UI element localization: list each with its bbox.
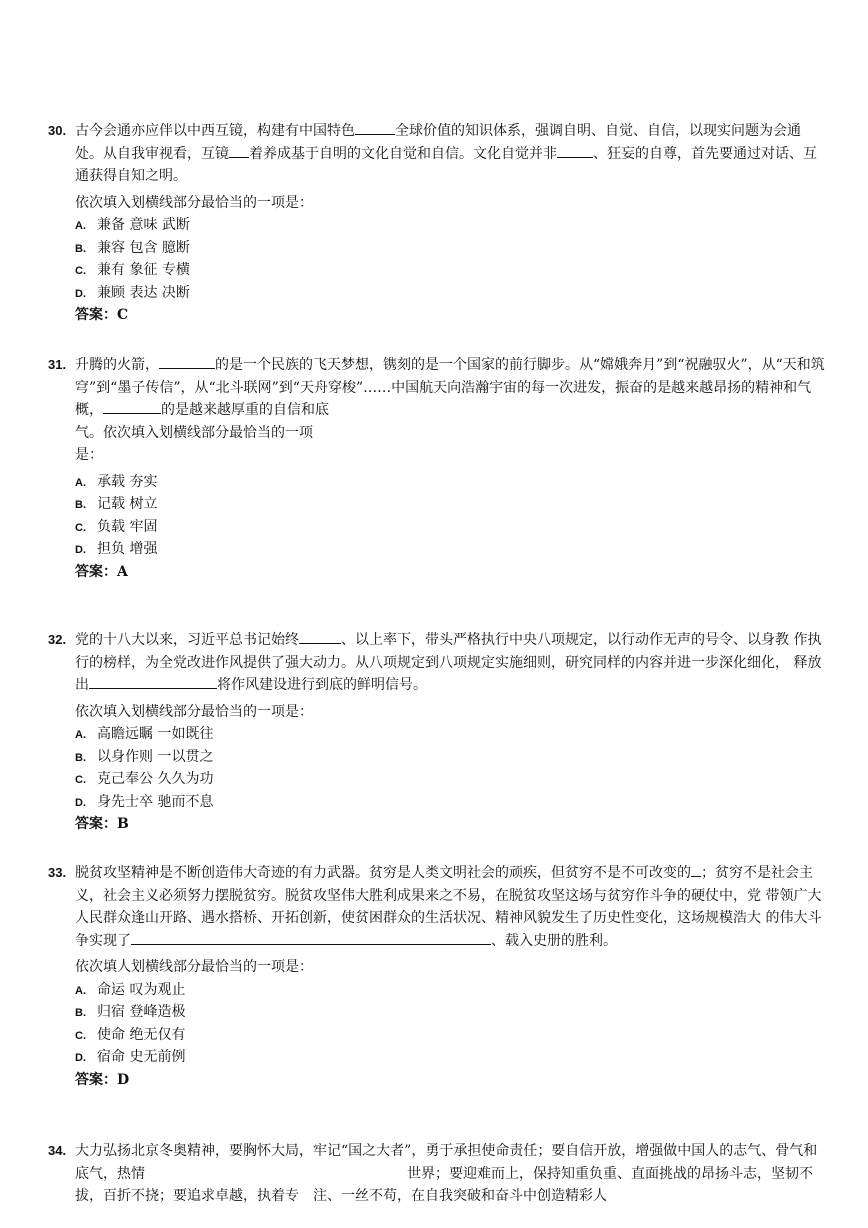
- answer-line: 答案：B: [75, 816, 129, 832]
- question-stem: 党的十八大以来，习近平总书记始终 、以上率下，带头严格执行中央八项规定，以行动作无声的号令、以身教 作执行的榜样，为全党改进作风提供了强大动力。从八项规定到八项规定实施细则，研究同样的内容并进一步深化细化， 释放出 将作风建设进行到底的鲜明信号。: [75, 629, 828, 697]
- option-c: C. 使命 绝无仅有: [75, 1026, 186, 1043]
- question-number: 31.: [48, 357, 67, 372]
- option-b: B. 归宿 登峰造极: [75, 1004, 186, 1020]
- answer-blank: [131, 930, 491, 945]
- answer-line: 答案：C: [75, 307, 129, 323]
- option-c: C. 克己奉公 久久为功: [75, 771, 214, 787]
- option-c: C. 兼有 象征 专横: [75, 262, 190, 278]
- question-number: 34.: [48, 1143, 67, 1158]
- option-a: A. 高瞻远瞩 一如既往: [75, 726, 214, 742]
- option-d: D. 兼顾 表达 决断: [75, 284, 190, 301]
- question-stem: 升腾的火箭， 的是一个民族的飞天梦想，镌刻的是一个国家的前行脚步。从“嫦娥奔月”到“祝融驭火”，从“天和筑穹”到“墨子传信”，从“北斗联网”到“天舟穿梭”……中国航天向浩瀚宇宙的每一次进发，振奋的是越来越昂扬的精神和气 概， 的是越来越厚重的自信和底 气。依次填入划横线部分最恰当的一项 是：: [75, 354, 828, 467]
- question-33: [48, 862, 828, 1091]
- question-prompt: 依次填入划横线部分最恰当的一项是：: [75, 703, 313, 720]
- question-30: [48, 120, 828, 327]
- answer-blank: [103, 399, 161, 414]
- question-number: 30.: [48, 123, 67, 138]
- option-d: D. 身先士卒 驰而不息: [75, 793, 214, 810]
- question-stem: 古今会通亦应伴以中西互镜，构建有中国特色 全球价值的知识体系，强调自明、自觉、自信，以现实问题为会通处。从自我审视看，互镜 着养成基于自明的文化自觉和自信。文化自觉并非 、狂妄的自尊，首先要通过对话、互通获得自知之明。: [75, 120, 828, 188]
- answer-line: 答案：D: [75, 1071, 130, 1088]
- option-c: C. 负载 牢固: [75, 518, 158, 535]
- option-d: D. 宿命 史无前例: [75, 1049, 186, 1065]
- answer-line: 答案：A: [75, 563, 128, 580]
- answer-blank: [299, 629, 341, 644]
- question-stem: 大力弘扬北京冬奥精神，要胸怀大局，牢记“国之大者”，勇于承担使命责任；要自信开放，增强做中国人的志气、骨气和 底气，热情 世界；要迎难而上，保持知重负重、直面挑战的昂扬斗志，坚韧不拔，百折不挠；要追求卓越，执着专 注、一丝不苟，在自我突破和奋斗中创造精彩人: [75, 1143, 818, 1204]
- question-number: 33.: [48, 865, 67, 880]
- option-a: A. 承载 夯实: [75, 473, 158, 490]
- question-prompt: 依次填入划横线部分最恰当的一项是：: [75, 194, 313, 211]
- question-number: 32.: [48, 632, 67, 647]
- option-b: B. 以身作则 一以贯之: [75, 748, 214, 765]
- option-b: B. 兼容 包含 臆断: [75, 239, 190, 256]
- question-prompt: 依次填人划横线部分最恰当的一项是：: [75, 959, 313, 975]
- answer-blank: [355, 120, 395, 135]
- option-b: B. 记载 树立: [75, 496, 158, 512]
- answer-blank: [229, 143, 249, 158]
- question-32: [48, 629, 828, 836]
- answer-blank: [691, 862, 701, 877]
- answer-blank: [159, 354, 215, 369]
- question-34: [48, 1140, 828, 1208]
- option-d: D. 担负 增强: [75, 541, 158, 557]
- question-31: [48, 354, 828, 583]
- answer-blank: [557, 143, 593, 158]
- answer-blank: [89, 674, 217, 689]
- question-stem: 脱贫攻坚精神是不断创造伟大奇迹的有力武器。贫穷是人类文明社会的顽疾，但贫穷不是不可改变的 ；贫穷不是社会主义，社会主义必须努力摆脱贫穷。脱贫攻坚伟大胜利成果来之不易，在脱贫攻坚这场与贫穷作斗争的硬仗中，党 带领广大人民群众逢山开路、遇水搭桥、开拓创新，使贫困群众的生活状况、精神风貌发生了历史性变化，这场规模浩大 的伟大斗争实现了 、载入史册的胜利。: [75, 862, 828, 952]
- option-a: A. 兼备 意味 武断: [75, 217, 190, 233]
- option-a: A. 命运 叹为观止: [75, 981, 186, 998]
